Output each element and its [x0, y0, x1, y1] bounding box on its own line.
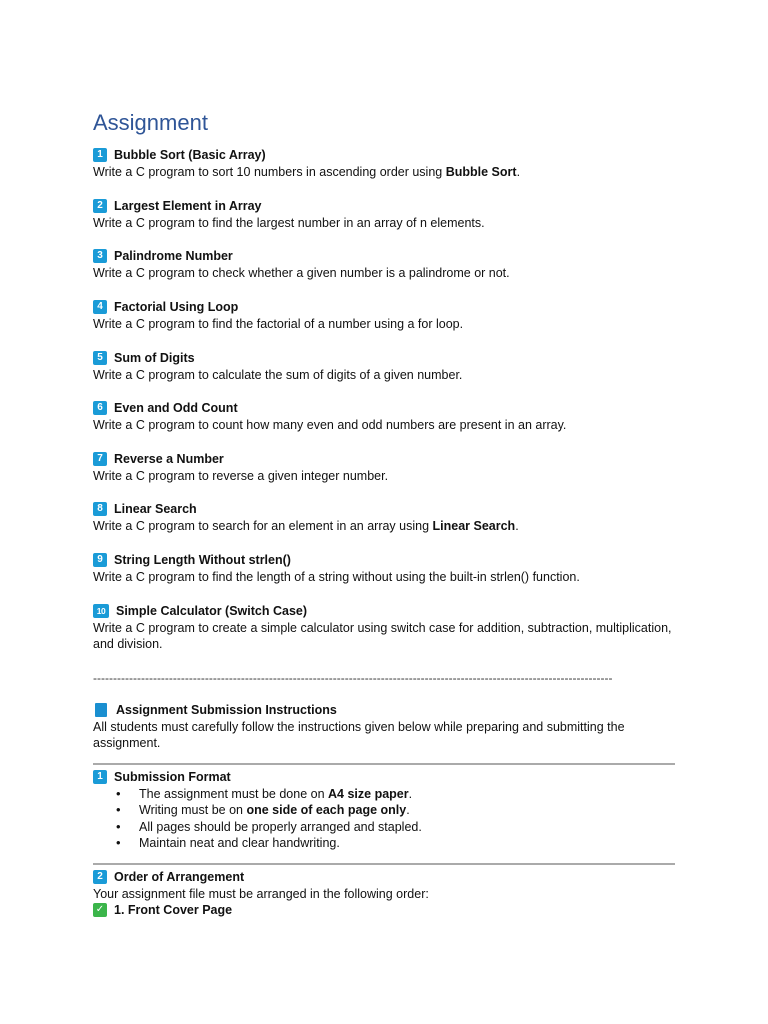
horizontal-rule — [93, 863, 675, 865]
check-item — [93, 902, 678, 919]
check-mark-button-icon: ✓ — [93, 903, 107, 917]
check-item-label: 1. Front Cover Page — [114, 903, 233, 917]
task-description: Write a C program to create a simple calculator using switch case for addition, subtraction, multiplication, and division. — [93, 620, 672, 651]
task-title: Linear Search — [114, 502, 197, 516]
task-item — [93, 248, 678, 281]
task-description: Write a C program to check whether a given number is a palindrome or not. — [93, 265, 510, 280]
section-title: Submission Format — [114, 770, 231, 784]
keycap-number-icon: 1 — [93, 148, 107, 162]
section-title: Order of Arrangement — [114, 870, 245, 884]
task-heading — [93, 603, 678, 620]
keycap-number-icon: 10 — [93, 604, 109, 618]
task-item — [93, 400, 678, 433]
task-item — [93, 451, 678, 484]
keycap-number-icon: 2 — [93, 199, 107, 213]
task-heading — [93, 350, 678, 367]
section-intro: Your assignment file must be arranged in the following order: — [93, 886, 429, 901]
task-item — [93, 198, 678, 231]
task-heading — [93, 198, 678, 215]
page-title: Assignment — [93, 110, 208, 135]
list-item: • Maintain neat and clear handwriting. — [93, 835, 678, 852]
task-heading — [93, 400, 678, 417]
task-title: Largest Element in Array — [114, 199, 262, 213]
task-heading — [93, 501, 678, 518]
keycap-number-icon: 9 — [93, 553, 107, 567]
task-description: Write a C program to calculate the sum of digits of a given number. — [93, 367, 463, 382]
task-item — [93, 299, 678, 332]
task-description: Write a C program to find the largest number in an array of n elements. — [93, 215, 485, 230]
task-heading — [93, 552, 678, 569]
task-title: Even and Odd Count — [114, 401, 238, 415]
task-description: Write a C program to reverse a given integer number. — [93, 468, 389, 483]
keycap-number-icon: 1 — [93, 770, 107, 784]
keycap-number-icon: 2 — [93, 870, 107, 884]
task-title: Sum of Digits — [114, 351, 195, 365]
bullet-list — [93, 786, 678, 852]
instructions-heading — [93, 702, 678, 719]
task-title: Reverse a Number — [114, 452, 224, 466]
task-item — [93, 147, 678, 180]
list-item: • Writing must be on one side of each page only. — [93, 802, 678, 819]
submission-format-section — [93, 769, 678, 852]
keycap-number-icon: 7 — [93, 452, 107, 466]
task-heading — [93, 299, 678, 316]
task-title: Simple Calculator (Switch Case) — [116, 604, 308, 618]
task-description: Write a C program to find the length of a string without using the built-in strlen() function. — [93, 569, 580, 584]
keycap-number-icon: 4 — [93, 300, 107, 314]
task-title: String Length Without strlen() — [114, 553, 291, 567]
task-title: Bubble Sort (Basic Array) — [114, 148, 266, 162]
keycap-number-icon: 8 — [93, 502, 107, 516]
task-description: Write a C program to search for an element in an array using Linear Search. — [93, 518, 519, 533]
order-of-arrangement-section — [93, 869, 678, 919]
task-item — [93, 501, 678, 534]
task-title: Factorial Using Loop — [114, 300, 239, 314]
instructions-block — [93, 702, 678, 752]
blue-book-icon — [95, 703, 107, 717]
task-heading — [93, 248, 678, 265]
section-heading — [93, 769, 678, 786]
task-description: Write a C program to find the factorial of a number using a for loop. — [93, 316, 464, 331]
task-title: Palindrome Number — [114, 249, 233, 263]
task-item — [93, 552, 678, 585]
task-item — [93, 350, 678, 383]
section-heading — [93, 869, 678, 886]
horizontal-rule — [93, 763, 675, 765]
keycap-number-icon: 6 — [93, 401, 107, 415]
task-description: Write a C program to count how many even and odd numbers are present in an array. — [93, 417, 567, 432]
keycap-number-icon: 5 — [93, 351, 107, 365]
task-heading — [93, 147, 678, 164]
keycap-number-icon: 3 — [93, 249, 107, 263]
list-item: • The assignment must be done on A4 size paper. — [93, 786, 678, 803]
task-heading — [93, 451, 678, 468]
task-item — [93, 603, 678, 653]
task-description: Write a C program to sort 10 numbers in ascending order using Bubble Sort. — [93, 164, 521, 179]
list-item: • All pages should be properly arranged and stapled. — [93, 819, 678, 836]
dashed-divider: ---------------------------------------------------------------------------------------------------------------------------------- — [93, 671, 613, 685]
instructions-title: Assignment Submission Instructions — [116, 703, 337, 717]
instructions-intro: All students must carefully follow the instructions given below while preparing and submitting the assignment. — [93, 719, 625, 750]
